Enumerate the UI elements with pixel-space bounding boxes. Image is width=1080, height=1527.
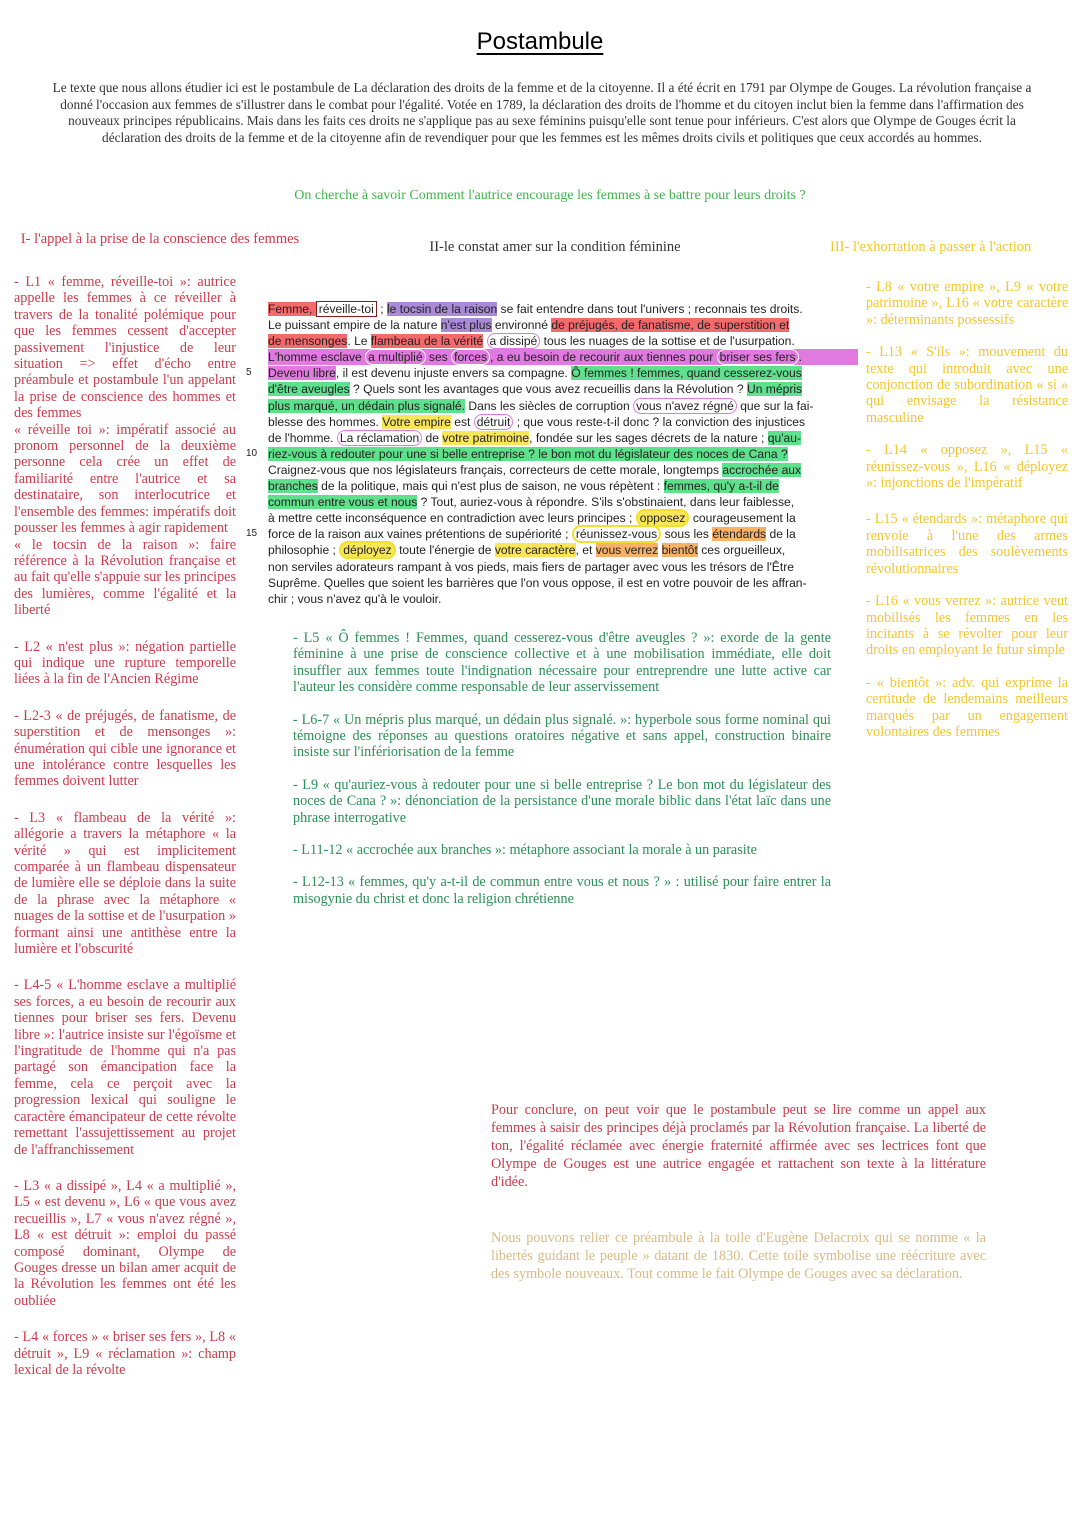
passage-text: ? Quels sont les avantages que vous avez recueillis dans la Révolution ?: [349, 382, 747, 397]
passage-text: , et: [575, 543, 596, 558]
circled-word: détruit: [474, 414, 514, 430]
highlight: Femme,: [268, 302, 316, 316]
center-note: - L5 « Ô femmes ! Femmes, quand cesserez-vous d'être aveugles ? »: exorde de la gente féminine à une prise de conscience collective et à une mobilisation immédiate, elle doit insuffler aux femmes toute l'indignation nécessaire pour entreprendre une lutte active car l'auteur les considère comme responsable de leur asservissement: [293, 630, 831, 696]
highlight: votre patrimoine: [442, 430, 530, 445]
problematic-question: On cherche à savoir Comment l'autrice encourage les femmes à se battre pour leurs droits ?: [294, 188, 806, 203]
line-number: 10: [246, 447, 258, 459]
circled-word: déployez: [339, 541, 395, 559]
highlight: de préjugés, de fanatisme, de superstition et: [551, 318, 790, 333]
passage-line: [268, 333, 858, 349]
note-text: - L1 « femme, réveille-toi »: autrice appelle les femmes à ce réveiller à travers de la tonalité polémique pour que les femmes cessent d'accepter passivement l'injustice de leur situation => effet d'écho entre préambule et postambule l'un appelant la prise de conscience des hommes et des femmes: [14, 274, 236, 422]
passage-line: [246, 365, 858, 381]
left-note: - L4 « forces » « briser ses fers », L8 « détruit », L9 « réclamation »: champ lexical de la révolte: [14, 1329, 236, 1378]
passage-line: [268, 301, 858, 317]
passage-text: courageusement la: [689, 511, 796, 526]
highlight: Devenu libre: [268, 366, 336, 381]
passage-text: chir ; vous n'avez qu'à le vouloir.: [268, 591, 442, 606]
right-note: - L14 « opposez », L15 « réunissez-vous », L16 « déployez »: injonctions de l'impératif: [866, 442, 1068, 492]
passage-line: [268, 381, 858, 397]
passage-text: de: [422, 430, 443, 445]
passage-text: force de la raison aux vaines prétentions de supériorité ;: [268, 527, 572, 542]
right-note: - L8 « votre empire », L9 « votre patrimoine », L16 « votre caractère »: déterminants possessifs: [866, 279, 1068, 328]
right-note: - L15 « étendards »: métaphore qui renvoie à l'une des armes mobilisatrices des soulèvements révolutionnaires: [866, 511, 1068, 577]
passage-line: [268, 575, 858, 591]
center-note: - L9 « qu'auriez-vous à redouter pour une si belle entreprise ? Le bon mot du législateur des noces de Cana ? »: dénonciation de la persistance d'une morale biblic dans l'état laïc dans une phrase interrogative: [293, 776, 831, 826]
boxed-word: réveille-toi: [316, 301, 377, 317]
left-note: - L2 « n'est plus »: négation partielle qui indique une rupture temporelle liées à la fin de l'Ancien Régime: [14, 638, 236, 688]
highlight: n'est plus: [440, 318, 492, 333]
left-note: - L2-3 « de préjugés, de fanatisme, de superstition et de mensonges »: énumération qui cible une ignorance et une intolérance contre lesquelles les femmes doivent lutter: [14, 707, 236, 790]
highlight: Votre empire: [382, 414, 451, 429]
heading-part-3: III- l'exhortation à passer à l'action: [830, 239, 1032, 255]
highlight: commun entre vous et nous: [268, 495, 418, 510]
circled-word: La réclamation: [337, 430, 422, 446]
passage-text: environné: [491, 318, 552, 333]
conclusion-paragraph: Pour conclure, on peut voir que le postambule peut se lire comme un appel aux femmes à saisir des principes déjà proclamés par la Révolution française. La liberté de ton, l'égalité réclamée avec énergie fraternité affirmée avec ses lectrices font que Olympe de Gouges est une autrice engagée et rattachent son texte à la littérature d'idée.: [491, 1102, 986, 1190]
passage-text: ses: [425, 350, 452, 365]
passage-text: ; que vous reste-t-il donc ? la conviction des injustices: [513, 414, 806, 429]
passage-text: se fait entendre dans tout l'univers ; reconnais tes droits.: [497, 302, 803, 316]
passage-line: [268, 510, 858, 526]
note-text: « réveille toi »: impératif associé au pronom personnel de la deuxième personne cela crée un effet de familiarité entre l'autrice et sa destinataire, son interlocutrice et l'ensemble des femmes: impératifs doit pousser les femmes à agir rapidement: [14, 421, 236, 537]
circled-word: a multiplié: [365, 349, 425, 365]
passage-text: , il est devenu injuste envers sa compagne.: [335, 366, 572, 381]
note-text: « le tocsin de la raison »: faire référence à la Révolution française et au fait qu'elle s'appuie sur les principes des lumières, comme l'égalité et la liberté: [14, 536, 236, 619]
passage-text: non serviles adorateurs rampant à vos pieds, mais fiers de partager avec vous les trésors de l'Être: [268, 559, 794, 574]
passage-text: ces orgueilleux,: [697, 543, 786, 558]
highlight: le tocsin de la raison: [386, 302, 498, 316]
center-note: - L12-13 « femmes, qu'y a-t-il de commun entre vous et nous ? » : utilisé pour faire entrer la misogynie du christ et donc la religion chrétienne: [293, 874, 831, 907]
circled-word: opposez: [636, 509, 690, 527]
passage-line: [268, 414, 858, 430]
passage-text: que sur la fai-: [736, 398, 814, 413]
circled-word: vous n'avez régné: [633, 398, 737, 414]
opening-paragraph: Nous pouvons relier ce préambule à la toile d'Eugène Delacroix qui se nomme « la libertés guidant le peuple » datant de 1830. Cette toile symbolise une réécriture avec des symbole nouveaux. Tout comme le fait Olympe de Gouges avec sa déclaration.: [491, 1230, 986, 1282]
highlight: Ô femmes ! femmes, quand cesserez-vous: [571, 366, 802, 381]
highlight: plus marqué, un dédain plus signalé.: [268, 398, 465, 413]
passage-text: . Le: [347, 334, 371, 349]
left-notes-column: [14, 274, 236, 1398]
left-note: - L3 « a dissipé », L4 « a multiplié », L5 « est devenu », L6 « que vous avez recueillis », L7 « vous n'avez régné », L8 « est détruit »: emploi du passé composé dominant, Olympe de Gouges dresse un bilan amer acquit de la Révolution les femmes ont été les oubliée: [14, 1177, 236, 1309]
passage-text: blesse des hommes.: [268, 414, 383, 429]
passage-text: ? Tout, auriez-vous à répondre. S'ils s'obstinaient, dans leur faiblesse,: [417, 495, 795, 510]
highlight: femmes, qu'y a-t-il de: [663, 479, 779, 494]
heading-part-2: II-le constat amer sur la condition féminine: [429, 239, 681, 255]
postambule-passage: [246, 301, 858, 607]
passage-text: tous les nuages de la sottise et de l'usurpation.: [540, 334, 795, 349]
highlight: Un mépris: [746, 382, 803, 397]
passage-line: [268, 478, 858, 494]
right-note: - L13 « S'ils »: mouvement du texte qui introduit avec une conjonction de subordination « si » qui envisage la résistance masculine: [866, 344, 1068, 426]
passage-text: , a eu besoin de recourir aux tiennes pour: [490, 350, 717, 365]
left-note: - L4-5 « L'homme esclave a multiplié ses forces, a eu besoin de recourir aux tiennes pour briser ses fers. Devenu libre »: l'autrice insiste sur l'égoïsme et l'ingratitude de l'homme qui n'a pas partagé son émancipation face la femme, cela ce perçoit avec la progression lexical qui souligne le caractère émancipateur de cette révolte remettant l'assujettissement au projet de l'affranchissement: [14, 977, 236, 1158]
passage-line: [268, 542, 858, 558]
circled-word: réunissez-vous: [572, 525, 661, 543]
highlight: étendards: [712, 527, 767, 542]
highlight: accrochée aux: [722, 462, 802, 477]
right-note: - « bientôt »: adv. qui exprime la certitude de lendemains meilleurs marqués par un engagement volontaires des femmes: [866, 674, 1068, 740]
highlight: bientôt: [661, 543, 698, 558]
passage-text: , fondée sur les sages décrets de la nature ;: [529, 430, 768, 445]
passage-text: Le puissant empire de la nature: [268, 318, 441, 333]
passage-text: Dans les siècles de corruption: [465, 398, 634, 413]
passage-line: [246, 446, 858, 462]
right-notes-column: [866, 279, 1068, 756]
passage-text: de la politique, mais qui n'est plus de saison, ne vous répètent :: [317, 479, 664, 494]
heading-part-1: I- l'appel à la prise de la conscience des femmes: [20, 231, 300, 247]
line-number: 5: [246, 367, 252, 379]
circled-word: a dissipé: [487, 333, 541, 349]
highlight: vous verrez: [595, 543, 659, 558]
left-note: - L3 « flambeau de la vérité »: allégorie a travers la métaphore « la vérité » qui est implicitement comparée à un flambeau dispensateur de lumière elle se déploie dans la suite de la phrase avec la métaphore « nuages de la sottise et de l'usurpation » formant ainsi une antithèse entre la lumière et l'obscurité: [14, 809, 236, 958]
highlight: de mensonges: [268, 334, 348, 349]
passage-text: sous les: [661, 527, 713, 542]
highlight: qu'au-: [767, 430, 802, 445]
passage-text: Craignez-vous que nos législateurs français, correcteurs de cette morale, longtemps: [268, 462, 723, 477]
introduction-paragraph: Le texte que nous allons étudier ici est le postambule de La déclaration des droits de la femme et de la citoyenne. Il a été écrit en 1791 par Olympe de Gouges. La révolution française a donné l'occasion aux femmes de s'illustrer dans le combat pour l'égalité. Votée en 1789, la déclaration des droits de l'homme et du citoyen inclut bien la femme dans l'affirmation des nouveaux principes républicains. Mais dans les faits ces droits ne s'applique pas au sexe féminins puisqu'elle sont tenue pour inférieurs. C'est alors que Olympe de Gouges écrit la déclaration des droits de la femme et de la citoyenne afin de revendiquer pour que les femmes est les mêmes droits civils et politiques que ceux accordés au hommes.: [52, 80, 1032, 145]
circled-word: forces: [451, 349, 490, 365]
passage-text: de la: [766, 527, 796, 542]
right-note: - L16 « vous verrez »: autrice veut mobilisés les femmes en les incitants à se révolter pour leur droits en employant le futur simple: [866, 593, 1068, 659]
passage-text: de l'homme.: [268, 430, 337, 445]
title-text: Postambule: [476, 28, 604, 55]
passage-line: [268, 559, 858, 575]
circled-word: briser ses fers: [717, 349, 799, 365]
passage-line: [268, 591, 858, 607]
highlight: votre caractère: [494, 543, 576, 558]
highlight: riez-vous à redouter pour une si belle entreprise ? le bon mot du législateur des noces de Cana ?: [268, 446, 788, 461]
left-note: [14, 274, 236, 619]
passage-line: [268, 462, 858, 478]
highlight: d'être aveugles: [268, 382, 350, 397]
passage-line: [268, 494, 858, 510]
passage-line: [268, 349, 858, 365]
passage-text: L'homme esclave: [268, 350, 366, 365]
highlight: flambeau de la vérité: [370, 334, 484, 349]
highlight: branches: [268, 479, 318, 494]
center-notes-column: [293, 630, 831, 923]
line-number: 15: [246, 528, 258, 540]
passage-text: toute l'énergie de: [395, 543, 495, 558]
passage-line: [268, 317, 858, 333]
passage-text: à mettre cette inconséquence en contradiction avec leurs principes ;: [268, 511, 636, 526]
passage-line: [268, 430, 858, 446]
passage-line: [246, 526, 858, 542]
passage-text: est: [450, 414, 474, 429]
passage-line: [268, 398, 858, 414]
center-note: - L11-12 « accrochée aux branches »: métaphore associant la morale à un parasite: [293, 842, 757, 859]
center-note: - L6-7 « Un mépris plus marqué, un dédain plus signalé. »: hyperbole sous forme nominal qui témoigne des réponses au questions oratoires négative et sans appel, construction binaire insiste sur l'infériorisation de la femme: [293, 711, 831, 761]
passage-text: ;: [376, 302, 387, 316]
page-title: [0, 28, 1080, 56]
passage-text: philosophie ;: [268, 543, 340, 558]
passage-text: .: [798, 350, 802, 365]
passage-text: Suprême. Quelles que soient les barrières que l'on vous oppose, il est en votre pouvoir de les affran-: [268, 575, 807, 590]
